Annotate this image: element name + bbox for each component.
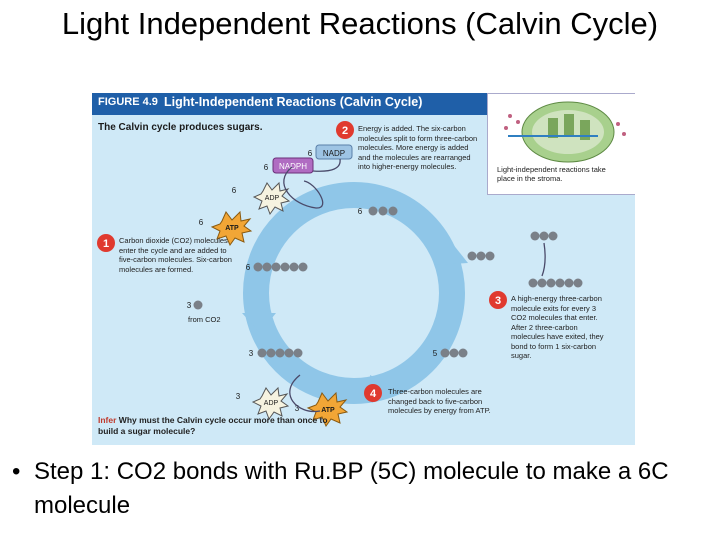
adp-bottom-label: ADP [263,400,279,407]
adp-bottom-count: 3 [235,392,241,401]
step-2-number: 2 [341,125,349,137]
atp-bottom-label: ATP [321,407,335,414]
carbon-chain-c3-inset [531,232,558,241]
atp-top-label: ATP [225,225,239,232]
figure-caption: Light-Independent Reactions (Calvin Cycle) [164,95,423,109]
nadph-count: 6 [263,163,269,172]
step-4-number: 4 [369,388,377,400]
infer-question-text: Why must the Calvin cycle occur more than once to build a sugar molecule? [98,415,328,436]
calvin-cycle-figure [92,93,635,445]
cycle-ring [256,195,452,391]
figure-number: FIGURE 4.9 [98,96,158,108]
adp-top-count: 6 [231,186,237,195]
step-1-text: Carbon dioxide (CO2) molecules enter the cycle and are added to five-carbon molecules. Six-carbon molecules are formed. [119,236,232,274]
chloroplast-image [488,94,635,164]
bullet-text: Step 1: CO2 bonds with Ru.BP (5C) molecule to make a 6C molecule [34,458,669,519]
from-co2-label: from CO2 [188,315,221,324]
co2-input [187,301,221,325]
nadp-label: NADP [322,149,346,158]
atp-bottom-count: 3 [294,404,300,413]
infer-label: Infer [98,415,117,425]
bullet-icon: • [12,458,21,485]
chain-bl-count: 3 [248,349,254,358]
infer-question [98,415,328,437]
carbon-chain-c3-right-a [468,252,495,261]
step-4-text: Three-carbon molecules are changed back to five-carbon molecules by energy from ATP. [388,387,491,415]
step-3-number: 3 [494,295,502,307]
chain-top-count: 6 [357,207,363,216]
step-1-number: 1 [102,238,110,250]
figure-subtitle: The Calvin cycle produces sugars. [98,122,263,133]
exit-arrow [542,243,545,276]
inset-caption: Light-independent reactions take place in the stroma. [497,165,606,183]
chain-left-count: 6 [245,263,251,272]
carbon-chain-sugar-6c [529,279,583,288]
step-3-text: A high-energy three-carbon molecule exits for every 3 CO2 molecules that enter. After 2 three-carbon molecules have exited, they bond to form 1 six-carbon sugar. [511,294,604,360]
co2-count: 3 [186,301,192,310]
step-2-text: Energy is added. The six-carbon molecules split to form three-carbon molecules. More energy is added and the molecules are rearranged into higher-energy molecules. [358,124,478,171]
nadp-count: 6 [307,149,313,158]
adp-top-label: ADP [264,195,280,202]
nadph-arrow [313,159,340,171]
slide-title: Light Independent Reactions (Calvin Cycle) [61,6,659,41]
chain-rightb-count: 5 [432,349,438,358]
nadph-label: NADPH [278,162,308,171]
atp-top-count: 6 [198,218,204,227]
